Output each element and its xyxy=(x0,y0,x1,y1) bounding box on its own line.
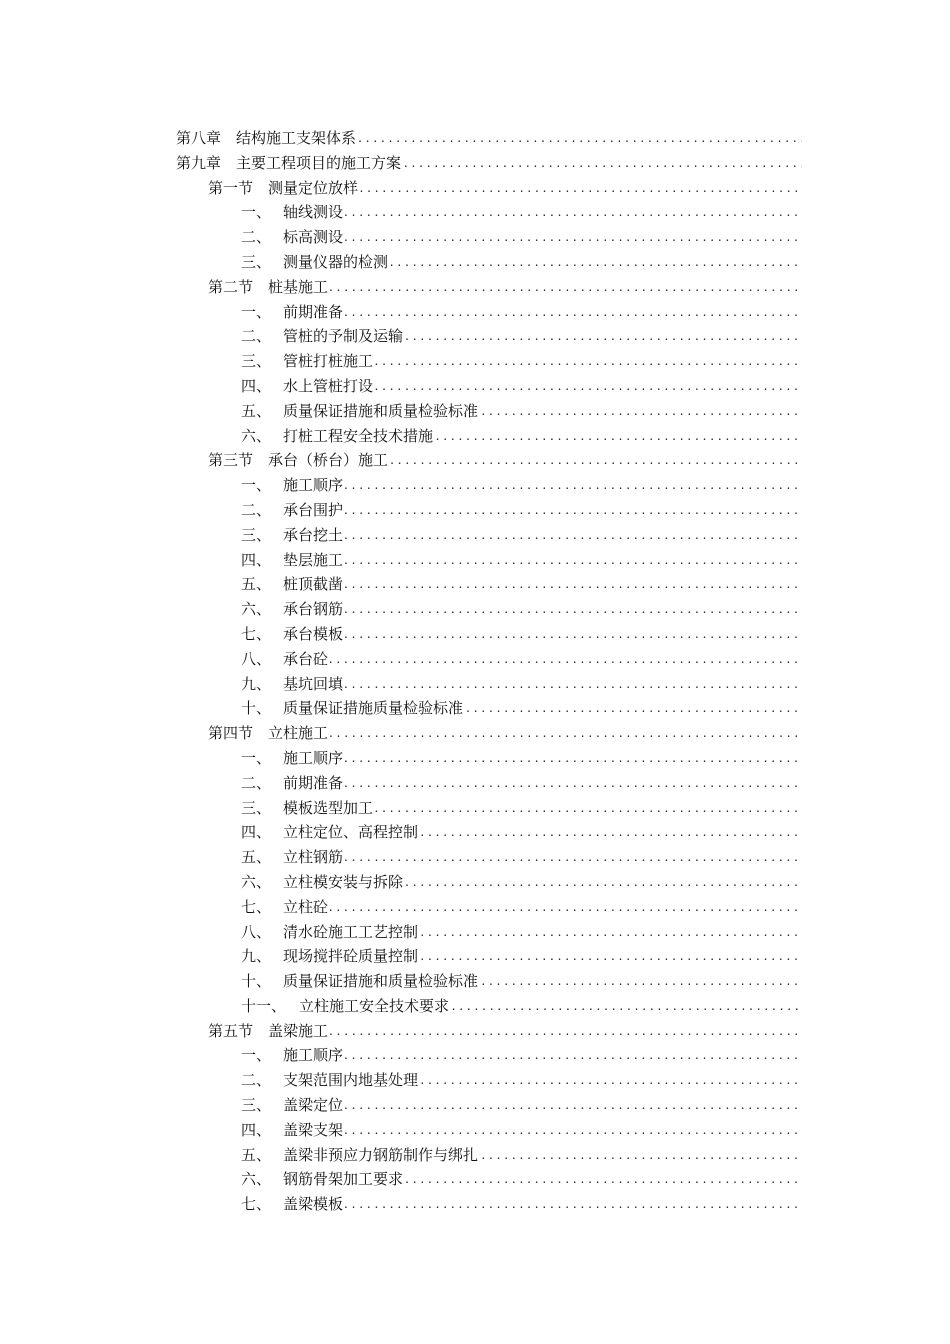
toc-entry-title: 承台模板 xyxy=(283,624,344,643)
toc-entry-title: 立柱钢筋 xyxy=(283,848,344,867)
toc-entry-number: 六、 xyxy=(241,1170,272,1189)
toc-entry[interactable] xyxy=(0,324,950,349)
toc-entry-number: 第一节 xyxy=(208,178,254,197)
toc-entry-number: 二、 xyxy=(241,228,272,247)
toc-entry-title: 施工顺序 xyxy=(283,748,344,767)
toc-entry-number: 十、 xyxy=(241,972,272,991)
toc-entry-title: 桩基施工 xyxy=(268,277,329,296)
toc-entry-number: 九、 xyxy=(241,947,272,966)
toc-entry-number: 二、 xyxy=(241,327,272,346)
toc-entry-title-with-leader xyxy=(268,721,802,746)
toc-entry[interactable] xyxy=(0,820,950,845)
toc-entry-title-with-leader xyxy=(283,895,802,920)
toc-entry-title: 标高测设 xyxy=(283,228,344,247)
toc-entry-number: 一、 xyxy=(241,203,272,222)
toc-entry-number: 七、 xyxy=(241,897,272,916)
toc-entry[interactable] xyxy=(0,870,950,895)
toc-entry[interactable] xyxy=(0,920,950,945)
toc-entry-title: 盖梁非预应力钢筋制作与绑扎 xyxy=(283,1145,479,1164)
toc-entry-title-with-leader xyxy=(283,672,802,697)
toc-entry[interactable] xyxy=(0,944,950,969)
toc-entry-number: 二、 xyxy=(241,773,272,792)
toc-entry[interactable] xyxy=(0,473,950,498)
toc-entry[interactable] xyxy=(0,895,950,920)
toc-entry-number: 十、 xyxy=(241,699,272,718)
toc-entry-title-with-leader xyxy=(283,1167,802,1192)
toc-entry-number: 第八章 xyxy=(176,129,222,147)
toc-entry-title-with-leader xyxy=(299,994,802,1019)
toc-entry[interactable] xyxy=(0,1019,950,1044)
toc-entry[interactable] xyxy=(0,176,950,201)
toc-entry[interactable] xyxy=(0,969,950,994)
toc-entry-number: 三、 xyxy=(241,798,272,817)
toc-entry-title-with-leader xyxy=(283,399,802,424)
toc-entry[interactable] xyxy=(0,1068,950,1093)
toc-entry[interactable] xyxy=(0,796,950,821)
toc-entry-title-with-leader xyxy=(283,250,802,275)
toc-entry-title-with-leader xyxy=(283,944,802,969)
toc-entry-title-with-leader xyxy=(283,473,802,498)
toc-entry-number: 九、 xyxy=(241,674,272,693)
toc-entry-title-with-leader xyxy=(283,523,802,548)
toc-entry[interactable] xyxy=(0,126,950,151)
toc-entry-number: 一、 xyxy=(241,748,272,767)
toc-entry[interactable] xyxy=(0,1043,950,1068)
toc-entry-title-with-leader xyxy=(283,548,802,573)
toc-entry-title-with-leader xyxy=(283,622,802,647)
toc-entry-title-with-leader xyxy=(283,969,802,994)
toc-entry[interactable] xyxy=(0,200,950,225)
toc-entry-number: 四、 xyxy=(241,550,272,569)
toc-entry-title-with-leader xyxy=(283,324,802,349)
toc-entry[interactable] xyxy=(0,597,950,622)
toc-entry-number: 六、 xyxy=(241,426,272,445)
toc-entry-title-with-leader xyxy=(236,151,802,176)
toc-entry-title: 施工顺序 xyxy=(283,1046,344,1065)
toc-entry-title: 钢筋骨架加工要求 xyxy=(283,1170,404,1189)
toc-entry-title: 立柱模安装与拆除 xyxy=(283,872,404,891)
toc-entry-number: 三、 xyxy=(241,525,272,544)
toc-entry-title-with-leader xyxy=(283,374,802,399)
toc-entry-number: 四、 xyxy=(241,376,272,395)
toc-entry-title: 质量保证措施和质量检验标准 xyxy=(283,401,479,420)
toc-entry-title-with-leader xyxy=(283,1043,802,1068)
toc-entry-number: 六、 xyxy=(241,872,272,891)
toc-entry-title-with-leader xyxy=(283,820,802,845)
table-of-contents xyxy=(0,126,950,1217)
toc-entry-number: 三、 xyxy=(241,252,272,271)
toc-entry-number: 七、 xyxy=(241,1195,272,1214)
toc-entry-title: 承台钢筋 xyxy=(283,600,344,619)
toc-entry-title: 前期准备 xyxy=(283,773,344,792)
toc-entry-title: 盖梁模板 xyxy=(283,1195,344,1214)
toc-entry-title: 质量保证措施和质量检验标准 xyxy=(283,972,479,991)
toc-entry-number: 六、 xyxy=(241,600,272,619)
toc-entry-number: 二、 xyxy=(241,1071,272,1090)
toc-entry-number: 四、 xyxy=(241,823,272,842)
toc-entry[interactable] xyxy=(0,994,950,1019)
toc-entry-title: 立柱砼 xyxy=(283,897,329,916)
toc-entry-title: 主要工程项目的施工方案 xyxy=(236,153,402,172)
toc-entry-title-with-leader xyxy=(268,275,802,300)
toc-entry[interactable] xyxy=(0,696,950,721)
toc-entry[interactable] xyxy=(0,250,950,275)
toc-entry-number: 五、 xyxy=(241,848,272,867)
toc-entry-title-with-leader xyxy=(283,696,802,721)
toc-entry[interactable] xyxy=(0,1192,950,1217)
toc-entry-title: 承台（桥台）施工 xyxy=(268,451,389,470)
toc-entry-number: 一、 xyxy=(241,302,272,321)
toc-entry[interactable] xyxy=(0,1143,950,1168)
toc-entry-number: 一、 xyxy=(241,1046,272,1065)
toc-entry-title: 承台砼 xyxy=(283,649,329,668)
toc-entry-title-with-leader xyxy=(283,870,802,895)
toc-entry[interactable] xyxy=(0,275,950,300)
toc-entry-title: 桩顶截凿 xyxy=(283,575,344,594)
toc-entry-title-with-leader xyxy=(268,176,802,201)
toc-entry[interactable] xyxy=(0,151,950,176)
toc-entry-number: 五、 xyxy=(241,575,272,594)
toc-entry-title: 立柱施工安全技术要求 xyxy=(299,996,450,1015)
toc-entry-title-with-leader xyxy=(283,796,802,821)
toc-entry-title: 管桩的予制及运输 xyxy=(283,327,404,346)
toc-entry[interactable] xyxy=(0,771,950,796)
toc-entry-title: 基坑回填 xyxy=(283,674,344,693)
toc-entry-title: 现场搅拌砼质量控制 xyxy=(283,947,419,966)
toc-entry-title-with-leader xyxy=(283,1068,802,1093)
toc-entry-title-with-leader xyxy=(283,845,802,870)
toc-entry-title-with-leader xyxy=(283,1143,802,1168)
toc-entry-title: 立柱施工 xyxy=(268,724,329,743)
toc-entry-number: 一、 xyxy=(241,476,272,495)
toc-entry[interactable] xyxy=(0,1118,950,1143)
toc-entry-number: 八、 xyxy=(241,922,272,941)
toc-entry-title: 承台围护 xyxy=(283,500,344,519)
toc-entry[interactable] xyxy=(0,225,950,250)
toc-entry-title: 打桩工程安全技术措施 xyxy=(283,426,434,445)
toc-entry-title: 盖梁施工 xyxy=(268,1021,329,1040)
toc-entry-title: 水上管桩打设 xyxy=(283,376,374,395)
toc-entry[interactable] xyxy=(0,845,950,870)
toc-entry-title: 施工顺序 xyxy=(283,476,344,495)
toc-entry-title-with-leader xyxy=(268,1019,802,1044)
toc-entry-title-with-leader xyxy=(283,349,802,374)
toc-entry-title: 支架范围内地基处理 xyxy=(283,1071,419,1090)
toc-entry[interactable] xyxy=(0,300,950,325)
toc-entry-number: 十一、 xyxy=(241,996,287,1015)
toc-entry-number: 三、 xyxy=(241,1096,272,1115)
toc-entry-title-with-leader xyxy=(283,746,802,771)
toc-entry-number: 二、 xyxy=(241,500,272,519)
toc-entry[interactable] xyxy=(0,498,950,523)
toc-entry-title: 盖梁支架 xyxy=(283,1120,344,1139)
toc-entry-title-with-leader xyxy=(283,1192,802,1217)
toc-entry[interactable] xyxy=(0,721,950,746)
toc-entry-number: 八、 xyxy=(241,649,272,668)
toc-entry[interactable] xyxy=(0,349,950,374)
toc-entry-title-with-leader xyxy=(283,1093,802,1118)
toc-entry-title-with-leader xyxy=(283,424,802,449)
toc-entry-title-with-leader xyxy=(283,225,802,250)
toc-entry[interactable] xyxy=(0,1093,950,1118)
toc-entry-number: 第二节 xyxy=(208,277,254,296)
toc-entry[interactable] xyxy=(0,374,950,399)
toc-entry-title: 前期准备 xyxy=(283,302,344,321)
toc-entry[interactable] xyxy=(0,399,950,424)
toc-entry[interactable] xyxy=(0,424,950,449)
toc-entry-title: 立柱定位、高程控制 xyxy=(283,823,419,842)
toc-entry-number: 五、 xyxy=(241,1145,272,1164)
toc-entry-title: 清水砼施工工艺控制 xyxy=(283,922,419,941)
toc-entry-title-with-leader xyxy=(283,498,802,523)
toc-entry-title: 结构施工支架体系 xyxy=(236,129,357,147)
toc-entry-number: 四、 xyxy=(241,1120,272,1139)
toc-entry-title: 管桩打桩施工 xyxy=(283,352,374,371)
toc-entry-number: 七、 xyxy=(241,624,272,643)
toc-entry-number: 第三节 xyxy=(208,451,254,470)
toc-entry[interactable] xyxy=(0,647,950,672)
toc-entry-title: 垫层施工 xyxy=(283,550,344,569)
toc-entry-title-with-leader xyxy=(283,1118,802,1143)
toc-entry[interactable] xyxy=(0,572,950,597)
toc-entry-title: 轴线测设 xyxy=(283,203,344,222)
toc-entry-title-with-leader xyxy=(283,920,802,945)
toc-entry-title: 盖梁定位 xyxy=(283,1096,344,1115)
toc-entry-title: 测量定位放样 xyxy=(268,178,359,197)
toc-entry-title-with-leader xyxy=(268,448,802,473)
toc-entry-title: 质量保证措施质量检验标准 xyxy=(283,699,464,718)
toc-entry-title: 承台挖土 xyxy=(283,525,344,544)
toc-entry-title-with-leader xyxy=(283,771,802,796)
toc-entry-number: 第九章 xyxy=(176,153,222,172)
toc-entry[interactable] xyxy=(0,448,950,473)
toc-entry-title-with-leader xyxy=(283,647,802,672)
toc-entry[interactable] xyxy=(0,672,950,697)
toc-entry-number: 五、 xyxy=(241,401,272,420)
toc-entry-title-with-leader xyxy=(283,597,802,622)
toc-entry-number: 三、 xyxy=(241,352,272,371)
toc-entry-title-with-leader xyxy=(283,572,802,597)
toc-entry-title-with-leader xyxy=(236,126,802,151)
toc-entry-title: 测量仪器的检测 xyxy=(283,252,389,271)
toc-entry-title: 模板选型加工 xyxy=(283,798,374,817)
toc-entry-number: 第五节 xyxy=(208,1021,254,1040)
toc-entry[interactable] xyxy=(0,622,950,647)
toc-entry[interactable] xyxy=(0,548,950,573)
toc-entry-number: 第四节 xyxy=(208,724,254,743)
toc-entry[interactable] xyxy=(0,1167,950,1192)
toc-entry-title-with-leader xyxy=(283,200,802,225)
toc-entry[interactable] xyxy=(0,746,950,771)
toc-entry[interactable] xyxy=(0,523,950,548)
toc-entry-title-with-leader xyxy=(283,300,802,325)
